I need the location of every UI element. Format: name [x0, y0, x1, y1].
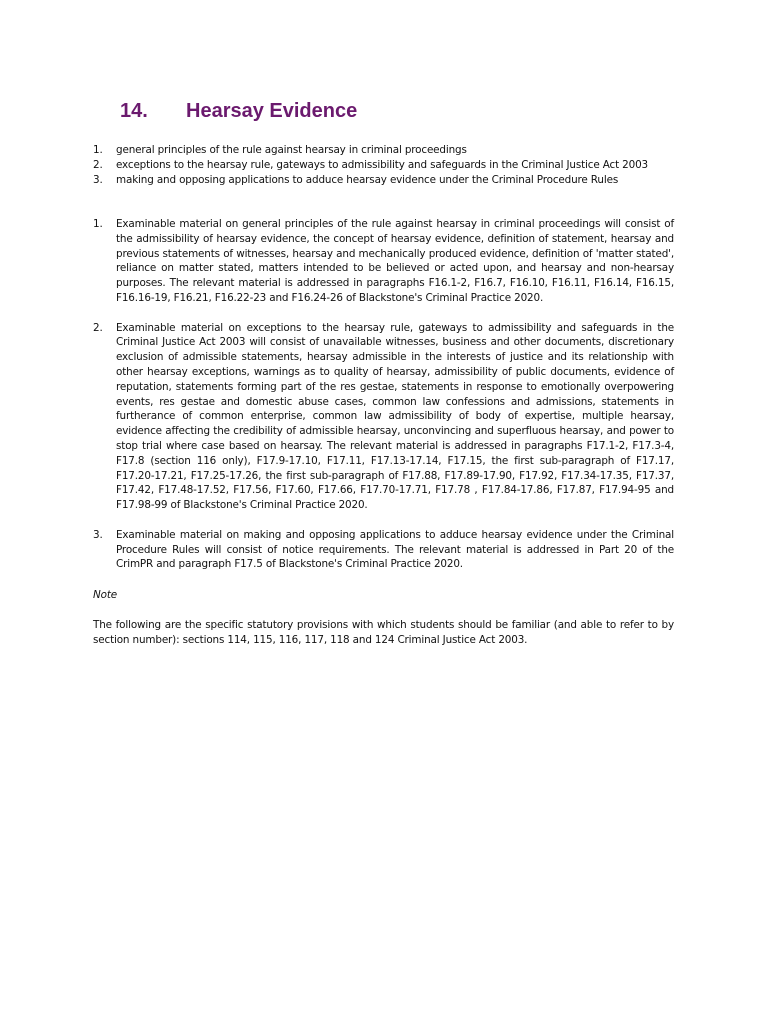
topic-list — [93, 143, 683, 187]
section-heading — [120, 100, 357, 123]
topic-item — [93, 158, 683, 173]
paragraph-item — [93, 321, 674, 513]
section-number: 14. — [120, 100, 148, 122]
topic-number: 3. — [93, 173, 103, 186]
paragraph-number: 2. — [93, 321, 103, 334]
paragraph-number: 1. — [93, 218, 103, 230]
topic-text: general principles of the rule against hearsay in criminal proceedings — [116, 144, 467, 156]
paragraph-number: 3. — [93, 528, 103, 541]
note-label: Note — [93, 589, 117, 601]
note-text: The following are the specific statutory provisions with which students should be familiar (and able to refer to by section number): sections 114, 115, 116, 117, 118 and 124 Criminal Justice Act 2003. — [93, 619, 674, 646]
paragraph-item — [93, 217, 674, 306]
paragraph-list — [93, 217, 674, 587]
topic-text: making and opposing applications to adduce hearsay evidence under the Criminal Procedure Rules — [116, 173, 619, 186]
paragraph-text: Examinable material on making and opposing applications to adduce hearsay evidence under the Criminal Procedure Rules will consist of notice requirements. The relevant material is addressed in Part 20 of the CrimPR and paragraph F17.5 of Blackstone's Criminal Practice 2020. — [116, 528, 674, 571]
topic-number: 1. — [93, 144, 103, 156]
paragraph-text: Examinable material on general principles of the rule against hearsay in criminal proceedings will consist of the admissibility of hearsay evidence, the concept of hearsay evidence, definition of statement, hearsay and previous statements of witnesses, hearsay and mechanically produced evidence, definition of 'matter stated', reliance on matter stated, matters intended to be believed or acted upon, and hearsay and non-hearsay purposes. The relevant material is addressed in paragraphs F16.1-2, F16.7, F16.10, F16.11, F16.14, F16.15, F16.16-19, F16.21, F16.22-23 and F16.24-26 of Blackstone's Criminal Practice 2020. — [116, 218, 674, 304]
topic-number: 2. — [93, 158, 103, 171]
section-title: Hearsay Evidence — [186, 100, 358, 122]
paragraph-text: Examinable material on exceptions to the hearsay rule, gateways to admissibility and safeguards in the Criminal Justice Act 2003 will consist of unavailable witnesses, business and other documents, discretionary exclusion of admissible statements, hearsay admissible in the interests of justice and its relationship with other hearsay exceptions, warnings as to quality of hearsay, admissibility of public documents, evidence of reputation, statements forming part of the res gestae, statements in response to emotionally overpowering events, res gestae and domestic abuse cases, common law confessions and admissions, statements in furtherance of common enterprise, common law admissibility of body of expertise, multiple hearsay, evidence affecting the credibility of admissible hearsay, unconvincing and superfluous hearsay, and power to stop trial where case based on hearsay. The relevant material is addressed in paragraphs F17.1-2, F17.3-4, F17.8 (section 116 only), F17.9-17.10, F17.11, F17.13-17.14, F17.15, the first sub-paragraph of F17.17, F17.20-17.21, F17.25-17.26, the first sub-paragraph of F17.88, F17.89-17.90, F17.92, F17.34-17.35, F17.37, F17.42, F17.48-17.52, F17.56, F17.60, F17.66, F17.70-17.71, F17.78 , F17.84-17.86, F17.87, F17.94-95 and F17.98-99 of Blackstone's Criminal Practice 2020. — [116, 321, 674, 512]
topic-item — [93, 143, 683, 158]
paragraph-item — [93, 528, 674, 572]
topic-text: exceptions to the hearsay rule, gateways to admissibility and safeguards in the Criminal Justice Act 2003 — [116, 158, 649, 171]
topic-item — [93, 173, 683, 188]
